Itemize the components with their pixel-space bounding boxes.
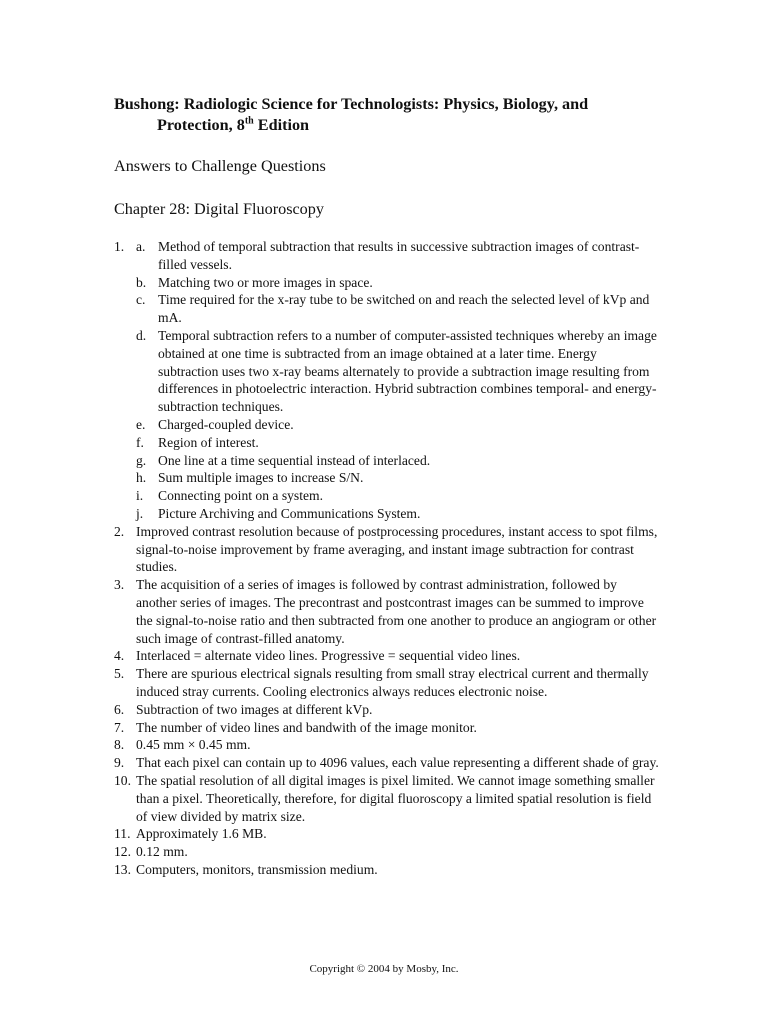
sub-answer-letter: d.	[136, 327, 147, 343]
sub-answer-letter: f.	[136, 434, 144, 450]
answer-number: 2.	[114, 523, 125, 539]
sub-answer-text: Time required for the x-ray tube to be switched on and reach the selected level of kVp and mA.	[158, 292, 650, 326]
answer-number: 9.	[114, 755, 125, 771]
answer-number: 8.	[114, 737, 125, 753]
sub-answer-a	[136, 238, 659, 274]
answer-item-10	[114, 772, 659, 825]
sub-answer-text: Picture Archiving and Communications System.	[158, 505, 421, 521]
sub-answer-text: Matching two or more images in space.	[158, 274, 373, 290]
answer-text: 0.45 mm × 0.45 mm.	[136, 737, 251, 753]
sub-answer-b	[136, 274, 659, 292]
edition-superscript: th	[244, 115, 254, 127]
answer-text: The acquisition of a series of images is followed by contrast administration, followed by another series of images. The precontrast and postcontrast images can be summed to improve the signal-to-noise ratio and then subtracted from one another to produce an angiogram or other such image of contrast-filled anatomy.	[136, 577, 657, 646]
book-title-line2-prefix: Protection, 8	[157, 116, 245, 134]
answer-number: 12.	[114, 844, 131, 860]
book-title-line2-suffix: Edition	[253, 116, 310, 134]
sub-answer-text: Charged-coupled device.	[158, 416, 294, 432]
sub-answer-letter: j.	[136, 505, 144, 521]
answers-list	[114, 238, 659, 879]
book-title-line1: Bushong: Radiologic Science for Technologists: Physics, Biology, and	[114, 95, 589, 113]
answer-item-13	[114, 861, 659, 879]
answer-number: 7.	[114, 719, 125, 735]
sub-answer-text: One line at a time sequential instead of interlaced.	[158, 452, 431, 468]
answer-text: The spatial resolution of all digital images is pixel limited. We cannot image something smaller than a pixel. Theoretically, therefore, for digital fluoroscopy a limited spatial resolution is field of view divided by matrix size.	[136, 772, 655, 824]
answer-number: 6.	[114, 701, 125, 717]
answer-item-3	[114, 576, 659, 647]
sub-answer-e	[136, 416, 659, 434]
answer-item-2	[114, 523, 659, 576]
sub-answer-letter: a.	[136, 239, 146, 254]
answer-number: 4.	[114, 648, 125, 664]
answer-item-11	[114, 825, 659, 843]
answer-text: 0.12 mm.	[136, 844, 188, 860]
answer-item-6	[114, 701, 659, 719]
sub-answer-text: Region of interest.	[158, 434, 259, 450]
answer-text: Interlaced = alternate video lines. Progressive = sequential video lines.	[136, 648, 521, 664]
answer-item-4	[114, 647, 659, 665]
answer-item-8	[114, 736, 659, 754]
answer-text: Improved contrast resolution because of postprocessing procedures, instant access to spot films, signal-to-noise improvement by frame averaging, and instant image subtraction for contrast studies.	[136, 523, 658, 575]
answer-item-7	[114, 719, 659, 737]
answer-number: 11.	[114, 826, 131, 842]
answer-text: Subtraction of two images at different kVp.	[136, 701, 373, 717]
answer-number: 5.	[114, 666, 125, 682]
sub-answer-text: Connecting point on a system.	[158, 488, 323, 504]
copyright-footer: Copyright © 2004 by Mosby, Inc.	[309, 963, 459, 975]
answer-number: 1.	[114, 239, 125, 254]
answer-number: 10.	[114, 772, 131, 788]
answer-text: There are spurious electrical signals resulting from small stray electrical current and thermally induced stray currents. Cooling electronics always reduces electronic noise.	[136, 666, 649, 699]
sub-answer-letter: b.	[136, 274, 147, 290]
sub-answer-d	[136, 327, 659, 416]
sub-answer-letter: c.	[136, 292, 146, 308]
document-subtitle: Answers to Challenge Questions	[114, 157, 326, 175]
sub-answer-letter: i.	[136, 488, 144, 504]
book-title-line2	[114, 115, 674, 136]
sub-answer-text: Sum multiple images to increase S/N.	[158, 470, 364, 486]
sub-answer-i	[136, 487, 659, 505]
answer-number: 13.	[114, 861, 131, 877]
sub-answer-text: Method of temporal subtraction that results in successive subtraction images of contrast-filled vessels.	[158, 239, 640, 272]
sub-answer-g	[136, 452, 659, 470]
sub-answer-c	[136, 291, 659, 327]
sub-answer-letter: g.	[136, 452, 147, 468]
answer-item-9	[114, 754, 659, 772]
answer-text: That each pixel can contain up to 4096 values, each value representing a different shade of gray.	[136, 755, 659, 771]
answer-item-1	[114, 238, 659, 523]
answer-item-5	[114, 665, 659, 701]
book-title	[114, 94, 674, 136]
sub-answer-letter: h.	[136, 470, 147, 486]
chapter-heading: Chapter 28: Digital Fluoroscopy	[114, 200, 324, 218]
sub-answer-letter: e.	[136, 416, 146, 432]
answer-number: 3.	[114, 577, 125, 593]
answer-text: The number of video lines and bandwith of the image monitor.	[136, 719, 477, 735]
answer-item-12	[114, 843, 659, 861]
sub-answer-h	[136, 469, 659, 487]
sub-answer-j	[136, 505, 659, 523]
answer-text: Approximately 1.6 MB.	[136, 826, 267, 842]
sub-answer-f	[136, 434, 659, 452]
answer-text: Computers, monitors, transmission medium.	[136, 861, 378, 877]
sub-answer-text: Temporal subtraction refers to a number of computer-assisted techniques whereby an image obtained at one time is subtracted from an image obtained at a later time. Energy subtraction uses two x-ray beams alternately to provide a subtraction image resulting from differences in photoelectric interaction. Hybrid subtraction combines temporal- and energy-subtraction techniques.	[158, 327, 657, 415]
